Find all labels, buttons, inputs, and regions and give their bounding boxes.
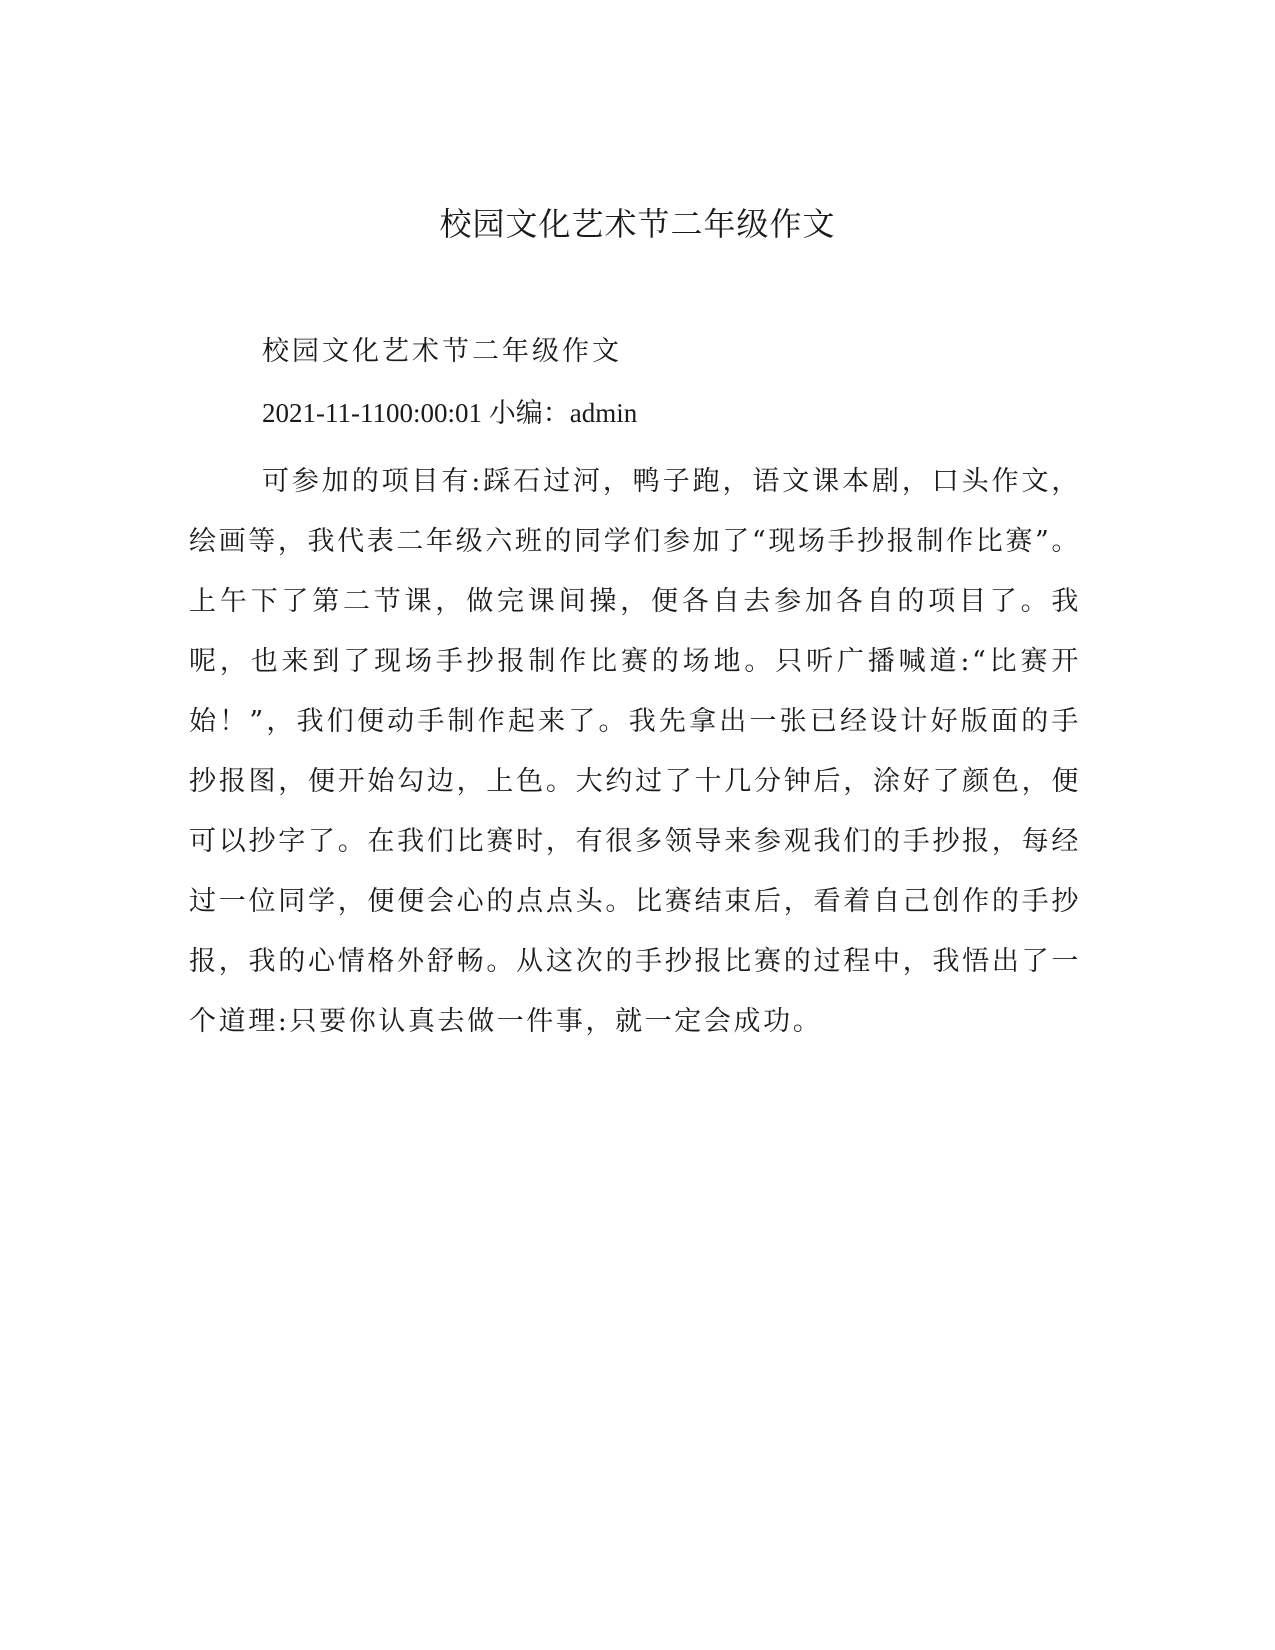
document-meta: 2021-11-1100:00:01 小编：admin: [262, 398, 638, 428]
document-subtitle: 校园文化艺术节二年级作文: [262, 336, 622, 367]
document-body-paragraph: 可参加的项目有:踩石过河，鸭子跑，语文课本剧，口头作文，绘画等，我代表二年级六班的同学们参加了“现场手抄报制作比赛”。上午下了第二节课，做完课间操，便各自去参加各自的项目了。我呢，也来到了现场手抄报制作比赛的场地。只听广播喊道:“比赛开始！”，我们便动手制作起来了。我先拿出一张已经设计好版面的手抄报图，便开始勾边，上色。大约过了十几分钟后，涂好了颜色，便可以抄字了。在我们比赛时，有很多领导来参观我们的手抄报，每经过一位同学，便便会心的点点头。比赛结束后，看着自己创作的手抄报，我的心情格外舒畅。从这次的手抄报比赛的过程中，我悟出了一个道理:只要你认真去做一件事，就一定会成功。: [189, 466, 1081, 1037]
document-title: 校园文化艺术节二年级作文: [439, 205, 836, 243]
